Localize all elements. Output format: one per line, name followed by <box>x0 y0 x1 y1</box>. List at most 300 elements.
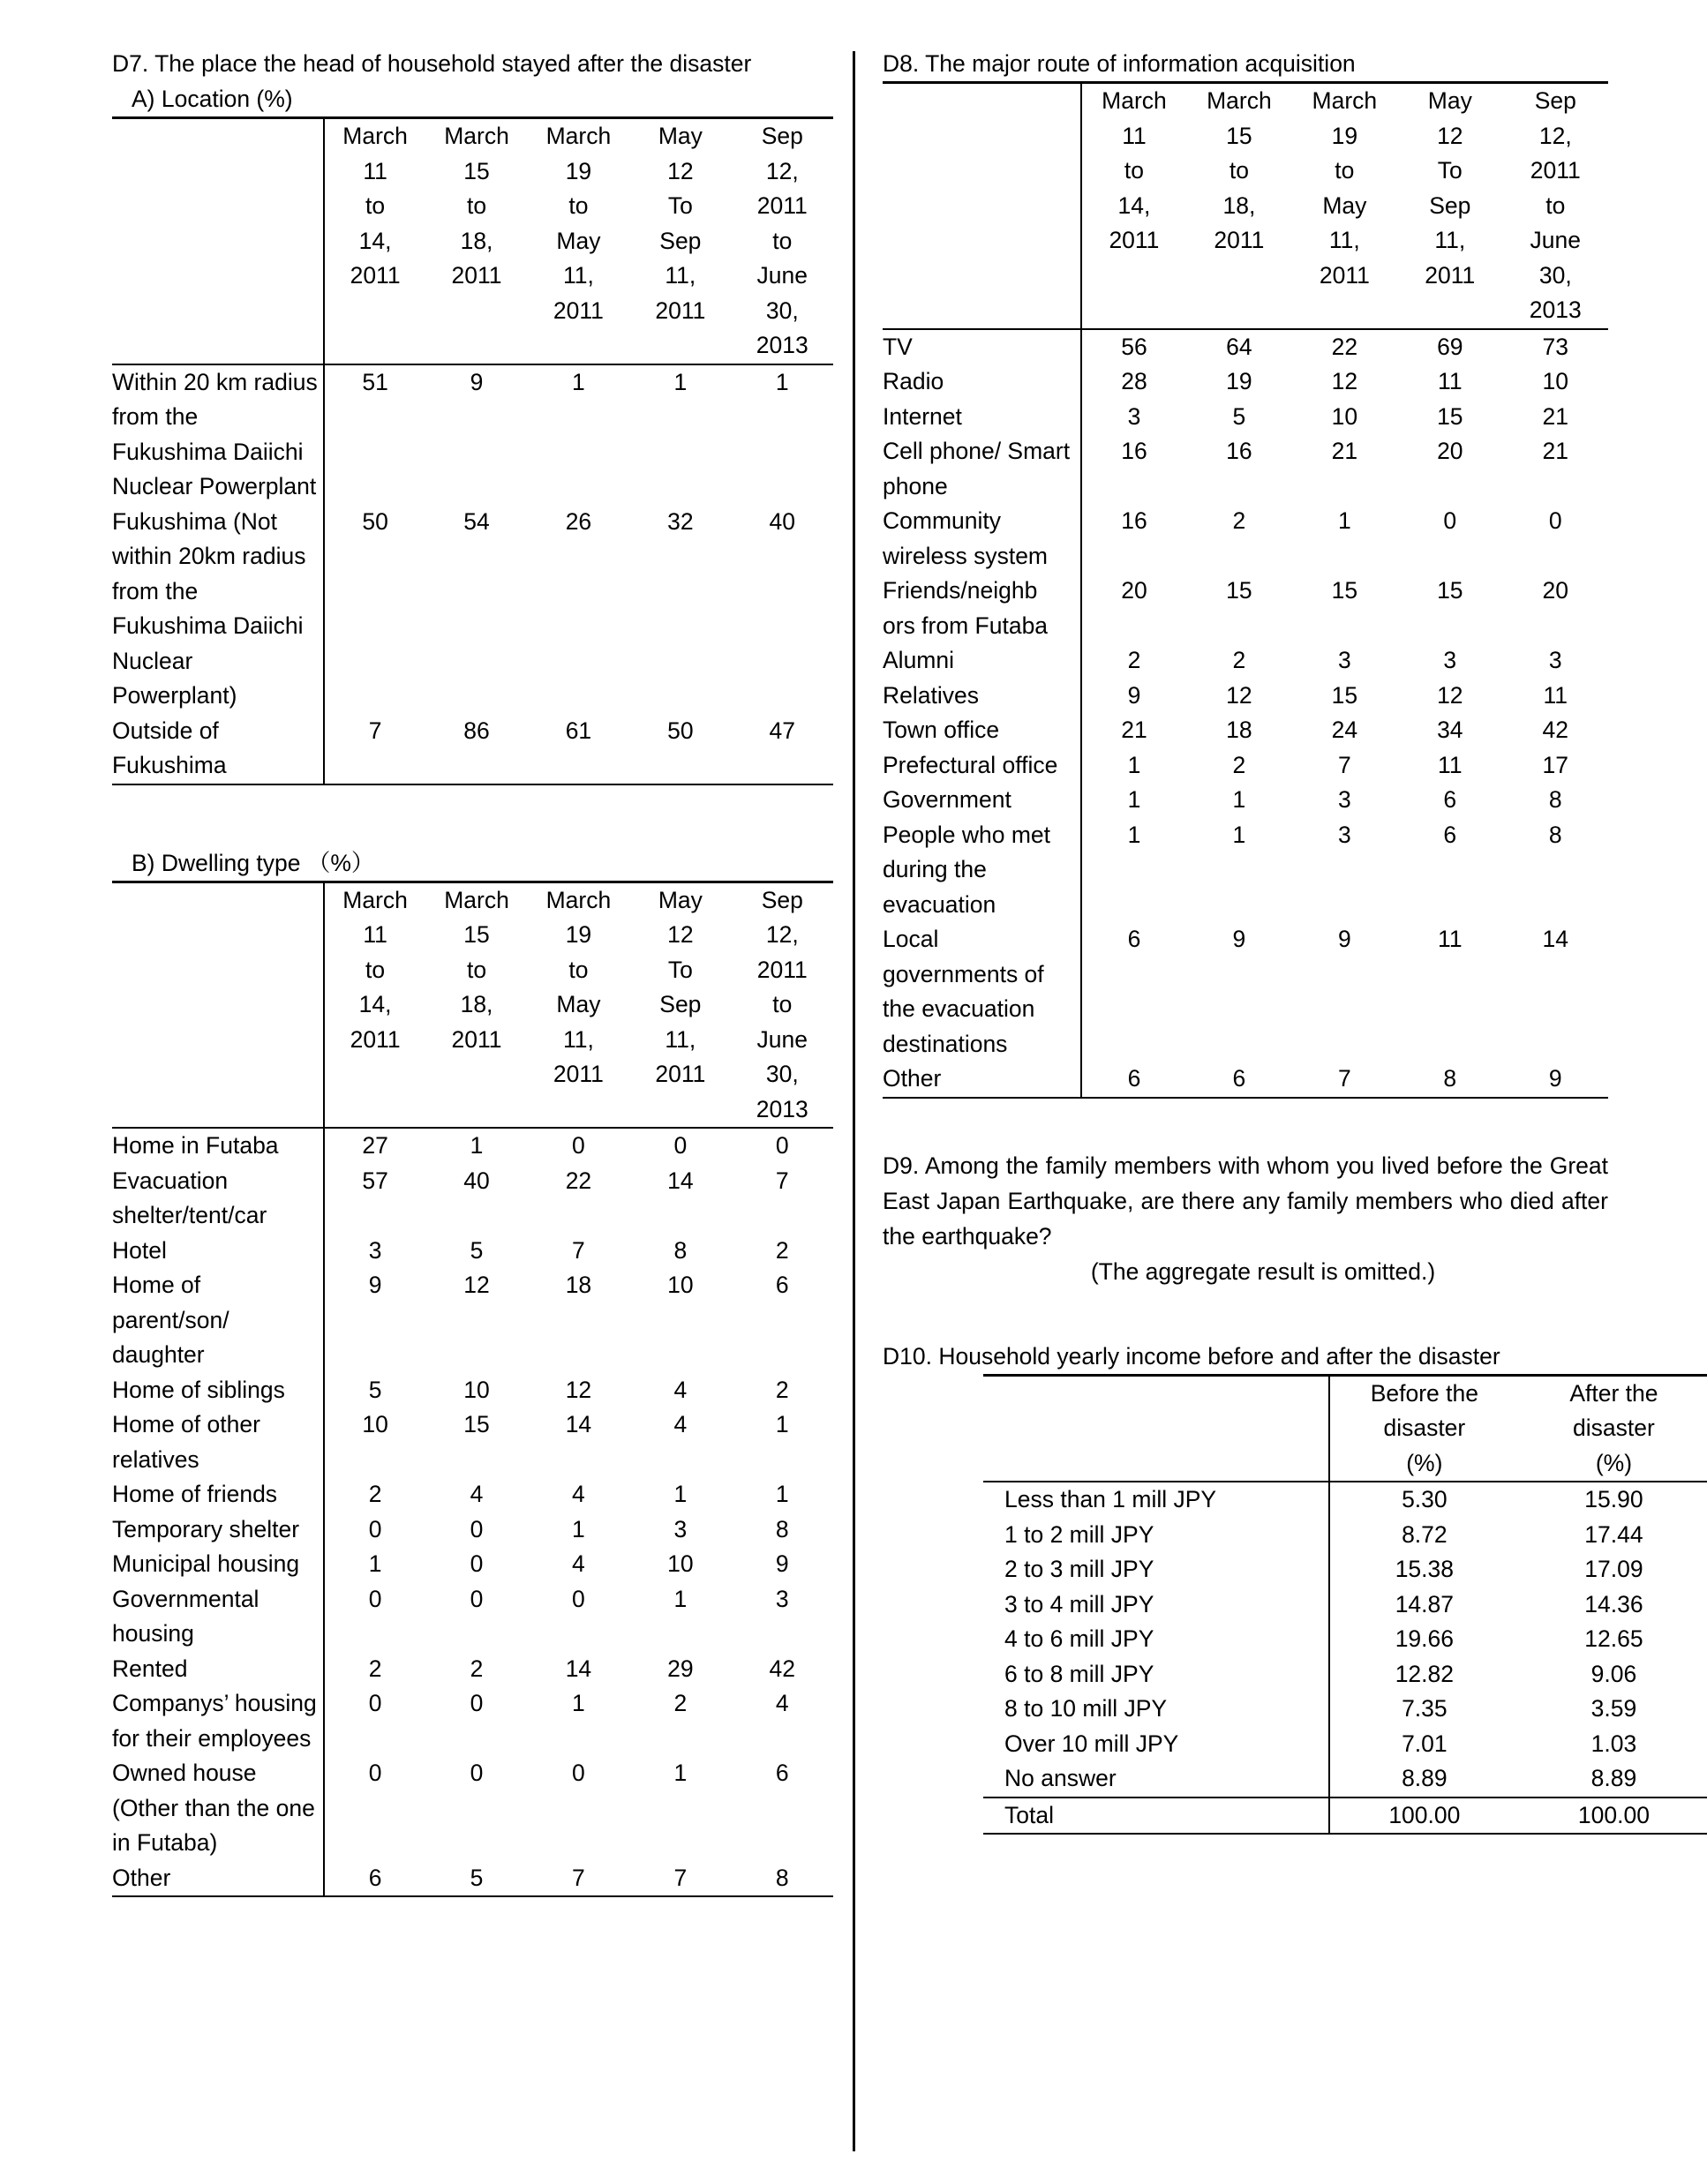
cell-value: 69 <box>1397 329 1502 365</box>
table-row <box>112 364 833 505</box>
cell-value: 19 <box>1226 368 1252 394</box>
table-d8-column-header <box>1081 83 1186 329</box>
d7-subtitle-a: A) Location (%) <box>132 86 293 112</box>
cell-value: 1 <box>629 364 731 505</box>
cell-value: 16 <box>1121 507 1147 534</box>
table-a-column-header <box>425 118 527 364</box>
table-d8-column-header-line: 12 <box>1437 122 1463 149</box>
cell-value: 9 <box>1127 681 1141 709</box>
cell-value: 15 <box>463 1411 490 1437</box>
table-b-column-header-line: 11 <box>363 921 387 948</box>
table-b-column-header-line: 2013 <box>756 1095 808 1122</box>
cell-value: 47 <box>732 714 833 784</box>
row-label: People who met during the evacuation <box>883 818 1081 923</box>
cell-value: 7 <box>572 1236 585 1264</box>
cell-value: 1 <box>425 1128 527 1164</box>
cell-value: 42 <box>769 1655 796 1682</box>
table-d8-column-header-line: March <box>1207 87 1272 114</box>
table-row <box>883 713 1608 748</box>
cell-value: 17.44 <box>1584 1520 1643 1548</box>
cell-value: 9 <box>1232 926 1246 952</box>
row-label: Less than 1 mill JPY <box>983 1482 1329 1518</box>
cell-value: 12 <box>565 1376 592 1403</box>
table-d8-column-header-line: 11 <box>1122 122 1147 149</box>
cell-value: 2 <box>470 1655 484 1682</box>
row-label: Community wireless system <box>883 504 1081 574</box>
cell-value: 14.87 <box>1395 1590 1455 1617</box>
cell-value: 11 <box>1543 681 1568 709</box>
table-row <box>883 679 1608 714</box>
row-label: Fukushima (Not within 20km radius from the Fukushima Daiichi Nuclear Powerplant) <box>112 505 324 714</box>
cell-value: 57 <box>362 1167 388 1194</box>
row-label: Owned house (Other than the one in Futaba) <box>112 1756 324 1861</box>
cell-value: 5 <box>425 1861 527 1897</box>
table-b-column-header <box>324 882 425 1128</box>
cell-value: 64 <box>1186 329 1291 365</box>
table-a-column-header-line: 11, <box>562 262 594 289</box>
cell-value: 0 <box>368 1760 382 1786</box>
table-row <box>983 1761 1707 1797</box>
row-label: Companys’ housing for their employees <box>112 1686 324 1756</box>
table-d10-column-header-line: (%) <box>1595 1449 1633 1476</box>
table-b-column-header-line: 2011 <box>451 1025 502 1053</box>
table-a-column-header-line: 11 <box>363 157 387 184</box>
cell-value: 15 <box>1331 577 1358 604</box>
table-b-column-header <box>629 882 731 1128</box>
cell-value: 26 <box>565 507 592 535</box>
row-label: 3 to 4 mill JPY <box>983 1587 1329 1623</box>
row-label: Municipal housing <box>112 1547 324 1582</box>
cell-value: 3 <box>1337 786 1351 813</box>
table-d8-column-header-line: June <box>1530 227 1581 253</box>
cell-value: 12 <box>1331 368 1358 394</box>
cell-value: 6 <box>1443 786 1457 813</box>
cell-value: 7 <box>1292 1062 1397 1098</box>
table-a-column-header-line: to <box>568 192 589 219</box>
cell-value: 2 <box>1232 751 1246 778</box>
row-label: Town office <box>883 713 1081 748</box>
table-d8-column-header-line: March <box>1312 87 1378 114</box>
d7-subtitle-b: B) Dwelling type （%） <box>132 849 375 876</box>
table-b-column-header-line: to <box>568 956 589 983</box>
cell-value: 1 <box>775 1411 789 1437</box>
row-label: Home in Futaba <box>112 1128 324 1164</box>
cell-value: 1 <box>528 364 629 505</box>
table-row <box>883 434 1608 504</box>
cell-value: 40 <box>463 1167 490 1194</box>
cell-value: 50 <box>362 507 388 535</box>
table-d8-column-header-line: 18, <box>1222 191 1256 219</box>
cell-value: 15 <box>1437 402 1463 430</box>
table-b-column-header-line: 15 <box>463 921 490 948</box>
row-label: Relatives <box>883 679 1081 714</box>
cell-value: 19.66 <box>1395 1625 1455 1652</box>
cell-value: 12 <box>1437 681 1463 709</box>
cell-value: 42 <box>1542 717 1568 743</box>
row-label: Over 10 mill JPY <box>983 1727 1329 1762</box>
row-label: Home of friends <box>112 1477 324 1512</box>
table-row <box>983 1727 1707 1762</box>
cell-value: 20 <box>1121 577 1147 604</box>
table-a-column-header <box>732 118 833 364</box>
cell-value: 17 <box>1542 751 1568 778</box>
table-d8-column-header-line: 2011 <box>1319 261 1370 289</box>
cell-value: 2 <box>1127 647 1141 673</box>
table-row <box>112 1128 833 1164</box>
column-divider <box>853 51 855 2151</box>
table-row <box>112 1861 833 1897</box>
table-row <box>112 1407 833 1477</box>
table-a-column-header-line: 12, <box>765 157 799 184</box>
table-d8-column-header-line: 2011 <box>1425 261 1476 289</box>
table-d8-column-header-line: 2013 <box>1529 296 1582 323</box>
cell-value: 15 <box>1437 577 1463 604</box>
table-row <box>983 1587 1707 1623</box>
right-column <box>883 46 1658 1835</box>
table-d10-total-row <box>983 1797 1707 1835</box>
row-label: 2 to 3 mill JPY <box>983 1552 1329 1587</box>
cell-value: 2 <box>1232 647 1246 673</box>
row-label: Home of other relatives <box>112 1407 324 1477</box>
cell-value: 4 <box>775 1690 789 1716</box>
table-b-column-header-line: 18, <box>460 991 493 1017</box>
cell-value: 4 <box>673 1411 688 1437</box>
table-b-column-header-line: 2011 <box>553 1061 604 1087</box>
table-row <box>883 1062 1608 1098</box>
d10-title: D10. Household yearly income before and after the disaster <box>883 1342 1500 1370</box>
table-a-column-header <box>528 118 629 364</box>
table-row <box>112 1268 833 1373</box>
table-b-column-header-line: to <box>365 956 386 983</box>
table-d8-column-header <box>1292 83 1397 329</box>
table-a-body <box>112 118 833 784</box>
table-row <box>112 1652 833 1687</box>
table-b-column-header-line: 19 <box>565 921 592 948</box>
cell-value: 15.90 <box>1519 1482 1707 1518</box>
cell-value: 50 <box>629 714 731 784</box>
table-row <box>983 1657 1707 1692</box>
table-d8-column-header-line: 15 <box>1226 122 1252 149</box>
table-a-column-header <box>629 118 731 364</box>
cell-value: 4 <box>470 1481 484 1507</box>
cell-value: 4 <box>673 1376 688 1403</box>
table-a-column-header-line: 18, <box>460 227 493 254</box>
table-b-column-header-line: 12, <box>765 921 799 948</box>
cell-value: 9.06 <box>1590 1660 1637 1687</box>
row-label: 6 to 8 mill JPY <box>983 1657 1329 1692</box>
cell-value: 10 <box>667 1272 694 1298</box>
cell-value: 6 <box>1186 1062 1291 1098</box>
cell-value: 21 <box>1331 438 1358 464</box>
cell-value: 14 <box>667 1167 694 1194</box>
table-b-column-header-line: 2011 <box>655 1061 706 1087</box>
table-row <box>112 1756 833 1861</box>
table-row <box>883 364 1608 400</box>
cell-value-total: 100.00 <box>1329 1797 1519 1835</box>
cell-value: 0 <box>470 1515 484 1542</box>
table-d10-header-row <box>983 1375 1707 1482</box>
cell-value: 14 <box>565 1655 592 1682</box>
table-d8-column-header <box>1503 83 1608 329</box>
cell-value: 0 <box>470 1690 484 1716</box>
table-b-column-header-line: 12 <box>667 921 694 948</box>
cell-value: 20 <box>1542 577 1568 604</box>
table-a-column-header-line: 2013 <box>756 332 808 358</box>
cell-value: 2 <box>1232 507 1246 534</box>
row-label: No answer <box>983 1761 1329 1797</box>
table-a-column-header-line: 2011 <box>655 296 706 324</box>
d8-information-route-table <box>883 81 1608 1099</box>
cell-value: 4 <box>572 1550 585 1577</box>
cell-value: 0 <box>1548 507 1562 534</box>
table-b-column-header <box>528 882 629 1128</box>
row-label: Local governments of the evacuation destinations <box>883 922 1081 1062</box>
table-row <box>112 1582 833 1652</box>
table-b-column-header-line: March <box>545 886 612 913</box>
row-label: Temporary shelter <box>112 1512 324 1548</box>
cell-value: 3 <box>1337 821 1351 848</box>
table-row <box>883 748 1608 784</box>
cell-value: 18 <box>1226 717 1252 743</box>
table-b-body <box>112 882 833 1896</box>
table-row <box>112 1234 833 1269</box>
table-d8-column-header-line: Sep <box>1534 87 1576 114</box>
cell-value: 3 <box>1337 647 1351 673</box>
table-b-column-header <box>425 882 527 1128</box>
cell-value: 34 <box>1437 717 1463 743</box>
table-d8-header-row <box>883 83 1608 329</box>
cell-value: 6 <box>775 1272 789 1298</box>
cell-value: 2 <box>673 1690 688 1716</box>
table-b-column-header-line: 11, <box>665 1025 696 1053</box>
table-a-column-header-line: to <box>772 227 793 254</box>
table-d8-column-header-line: March <box>1102 87 1167 114</box>
table-d10-header-corner <box>983 1375 1329 1482</box>
cell-value: 0 <box>470 1585 484 1612</box>
cell-value: 1 <box>673 1481 688 1507</box>
table-b-column-header-line: Sep <box>659 991 702 1017</box>
table-d10-column-header <box>1519 1375 1707 1482</box>
table-a-column-header-line: 2011 <box>451 262 502 289</box>
table-row <box>112 1686 833 1756</box>
cell-value: 1 <box>1127 786 1141 813</box>
cell-value: 9 <box>425 364 527 505</box>
cell-value-total: 100.00 <box>1519 1797 1707 1835</box>
row-label: Outside of Fukushima <box>112 714 324 784</box>
table-b-column-header-line: Sep <box>761 886 803 913</box>
cell-value: 1 <box>1232 786 1246 813</box>
cell-value: 14.36 <box>1584 1590 1643 1617</box>
table-row <box>983 1692 1707 1727</box>
row-label: Evacuation shelter/tent/car <box>112 1164 324 1234</box>
cell-value: 15 <box>1226 577 1252 604</box>
d7-dwelling-table <box>112 881 833 1898</box>
cell-value: 10 <box>362 1411 388 1437</box>
table-d8-header-corner <box>883 83 1081 329</box>
cell-value: 0 <box>732 1128 833 1164</box>
cell-value: 1 <box>732 364 833 505</box>
table-row <box>883 818 1608 923</box>
table-row <box>983 1518 1707 1553</box>
table-b-column-header-line: 2011 <box>350 1025 401 1053</box>
table-row <box>112 1547 833 1582</box>
table-a-column-header-line: May <box>556 227 601 254</box>
table-a-column-header-line: 30, <box>765 296 799 324</box>
row-label: Cell phone/ Smart phone <box>883 434 1081 504</box>
cell-value: 9 <box>368 1272 382 1298</box>
d9-question: D9. Among the family members with whom you lived before the Great East Japan Earthquake, are there any family members who died after the earthquake? <box>883 1152 1608 1250</box>
table-d10-column-header-line: (%) <box>1406 1449 1443 1476</box>
table-b-column-header-line: 14, <box>358 991 392 1017</box>
row-label: Home of parent/son/ daughter <box>112 1268 324 1373</box>
cell-value: 8.89 <box>1329 1761 1519 1797</box>
row-label-total: Total <box>983 1797 1329 1835</box>
cell-value: 8.72 <box>1402 1520 1448 1548</box>
spacer <box>883 1289 1608 1339</box>
cell-value: 8 <box>775 1515 789 1542</box>
table-row <box>112 714 833 784</box>
cell-value: 3 <box>1127 402 1141 430</box>
cell-value: 1 <box>572 1515 585 1542</box>
cell-value: 11 <box>1438 368 1463 394</box>
table-d10-body <box>983 1375 1707 1834</box>
table-d8-column-header <box>1186 83 1291 329</box>
table-row <box>983 1622 1707 1657</box>
cell-value: 8.89 <box>1519 1761 1707 1797</box>
cell-value: 6 <box>1127 926 1141 952</box>
cell-value: 10 <box>667 1550 694 1577</box>
table-d10-column-header-line: After the <box>1569 1379 1658 1407</box>
table-b-column-header-line: To <box>667 956 693 983</box>
table-d8-column-header-line: Sep <box>1429 191 1471 219</box>
table-d8-column-header-line: 30, <box>1538 261 1572 289</box>
cell-value: 3 <box>673 1515 688 1542</box>
cell-value: 20 <box>1437 438 1463 464</box>
cell-value: 8 <box>673 1236 688 1264</box>
cell-value: 16 <box>1226 438 1252 464</box>
cell-value: 7 <box>528 1861 629 1897</box>
row-label: 4 to 6 mill JPY <box>983 1622 1329 1657</box>
cell-value: 22 <box>1292 329 1397 365</box>
cell-value: 4 <box>572 1481 585 1507</box>
table-a-column-header-line: 12 <box>667 157 694 184</box>
cell-value: 1 <box>673 1760 688 1786</box>
table-a-column-header-line: 2011 <box>756 192 808 219</box>
cell-value: 0 <box>1443 507 1457 534</box>
table-row <box>883 400 1608 435</box>
d10-income-table <box>983 1374 1707 1835</box>
table-d8-column-header-line: May <box>1322 191 1367 219</box>
cell-value: 6 <box>1443 821 1457 848</box>
row-label: Within 20 km radius from the Fukushima Daiichi Nuclear Powerplant <box>112 364 324 505</box>
table-b-header-corner <box>112 882 324 1128</box>
cell-value: 1 <box>1232 821 1246 848</box>
table-b-column-header-line: to <box>772 991 793 1017</box>
table-d8-column-header-line: 11, <box>1434 227 1466 253</box>
cell-value: 51 <box>324 364 425 505</box>
cell-value: 17.09 <box>1584 1556 1643 1582</box>
cell-value: 15.38 <box>1395 1556 1455 1582</box>
d9-note-wrapper <box>883 1254 1608 1289</box>
cell-value: 7.35 <box>1402 1695 1448 1722</box>
cell-value: 1 <box>1127 821 1141 848</box>
cell-value: 7 <box>1337 751 1351 778</box>
cell-value: 15 <box>1331 681 1358 709</box>
cell-value: 3 <box>368 1236 382 1264</box>
table-row <box>112 1164 833 1234</box>
table-d10-column-header-line: disaster <box>1383 1415 1466 1441</box>
table-a-column-header-line: to <box>365 192 386 219</box>
cell-value: 11 <box>1438 751 1463 778</box>
table-row <box>883 329 1608 365</box>
table-b-column-header-line: May <box>556 991 601 1017</box>
left-column <box>112 46 833 1897</box>
cell-value: 12.82 <box>1395 1660 1455 1687</box>
cell-value: 9 <box>775 1550 789 1577</box>
cell-value: 6 <box>1081 1062 1186 1098</box>
table-row <box>112 1512 833 1548</box>
cell-value: 9 <box>1337 926 1351 952</box>
table-d8-column-header-line: To <box>1437 157 1463 184</box>
cell-value: 2 <box>775 1236 789 1264</box>
table-a-column-header-line: 15 <box>463 157 490 184</box>
cell-value: 12 <box>1226 681 1252 709</box>
cell-value: 12.65 <box>1584 1625 1643 1652</box>
cell-value: 2 <box>368 1481 382 1507</box>
cell-value: 0 <box>368 1690 382 1716</box>
table-d8-column-header-line: to <box>1335 157 1355 184</box>
table-a-column-header-line: Sep <box>761 123 803 149</box>
cell-value: 5 <box>470 1236 484 1264</box>
d9-note: (The aggregate result is omitted.) <box>1090 1257 1436 1285</box>
table-d8-column-header-line: 14, <box>1117 191 1151 219</box>
row-label: Hotel <box>112 1234 324 1269</box>
cell-value: 1 <box>775 1481 789 1507</box>
row-label: 8 to 10 mill JPY <box>983 1692 1329 1727</box>
cell-value: 1.03 <box>1590 1730 1637 1757</box>
cell-value: 3.59 <box>1590 1695 1637 1722</box>
cell-value: 16 <box>1121 438 1147 464</box>
table-a-column-header-line: 11, <box>665 262 696 289</box>
row-label: Alumni <box>883 643 1081 679</box>
table-d10-column-header-line: disaster <box>1573 1415 1655 1441</box>
cell-value: 3 <box>775 1585 789 1612</box>
table-b-column-header-line: May <box>658 886 703 913</box>
spacer <box>112 785 833 845</box>
cell-value: 1 <box>572 1690 585 1716</box>
table-a-column-header-line: To <box>667 192 693 219</box>
cell-value: 14 <box>1542 926 1568 952</box>
cell-value: 1 <box>673 1585 688 1612</box>
cell-value: 10 <box>1331 402 1358 430</box>
cell-value: 10 <box>463 1376 490 1403</box>
cell-value: 0 <box>528 1128 629 1164</box>
row-label: Friends/neighb ors from Futaba <box>883 574 1081 643</box>
table-b-header-row <box>112 882 833 1128</box>
cell-value: 6 <box>775 1760 789 1786</box>
table-a-column-header-line: to <box>466 192 487 219</box>
table-a-column-header <box>324 118 425 364</box>
cell-value: 8 <box>1548 821 1562 848</box>
cell-value: 56 <box>1081 329 1186 365</box>
table-row <box>983 1482 1707 1518</box>
table-d8-column-header-line: to <box>1545 191 1566 219</box>
table-a-column-header-line: March <box>444 123 509 149</box>
cell-value: 12 <box>463 1272 490 1298</box>
table-d10-column-header <box>1329 1375 1519 1482</box>
table-row <box>883 922 1608 1062</box>
cell-value: 7 <box>324 714 425 784</box>
